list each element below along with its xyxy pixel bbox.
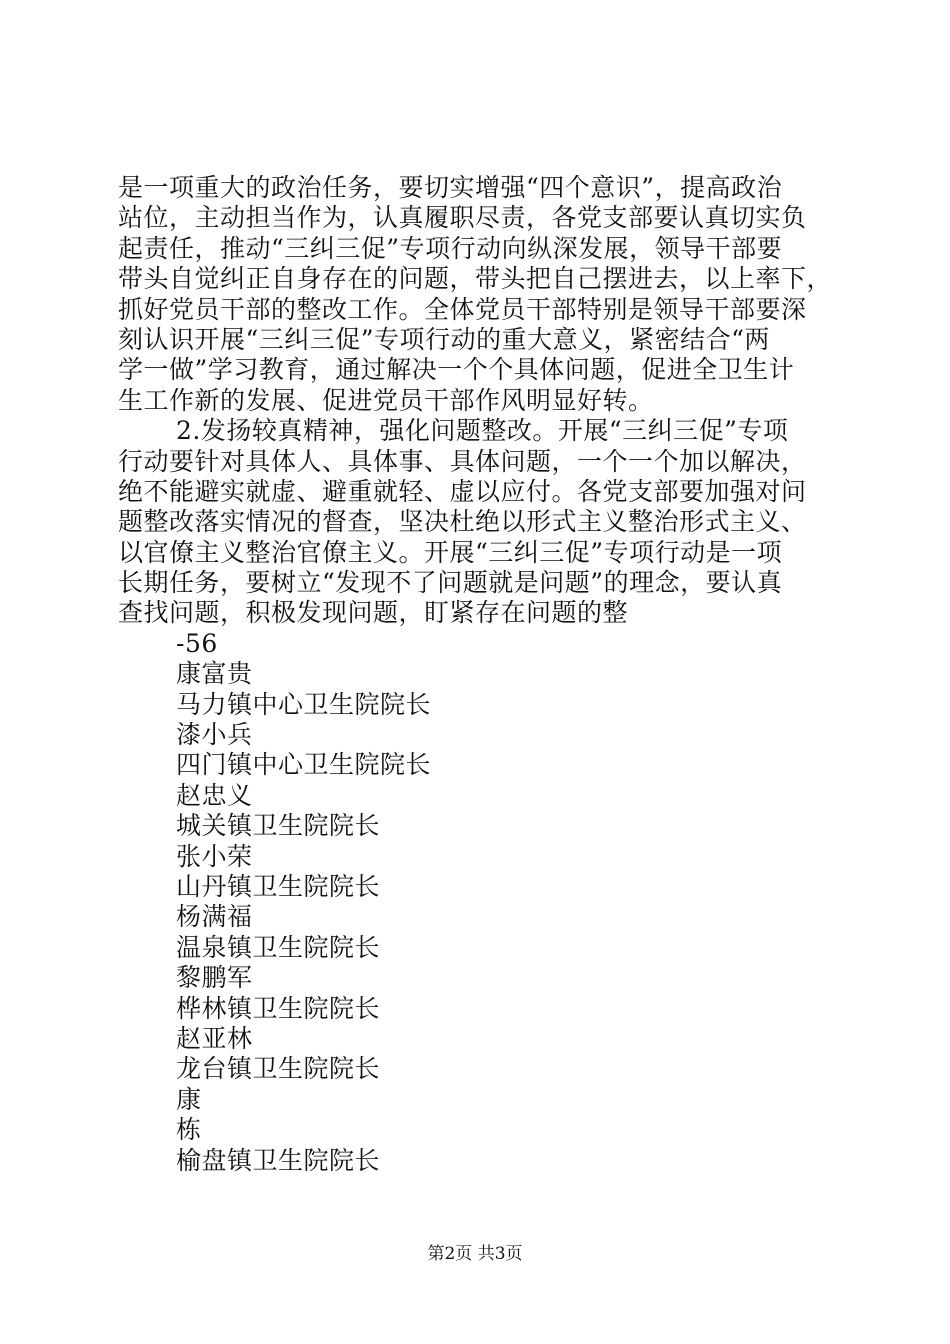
list-item-title: 山丹镇卫生院院长 <box>176 871 381 901</box>
paragraph-line: 2.发扬较真精神，强化问题整改。开展“三纠三促”专项 <box>176 416 789 446</box>
paragraph-line: 刻认识开展“三纠三促”专项行动的重大意义，紧密结合“两 <box>118 324 770 354</box>
paragraph-line: 生工作新的发展、促进党员干部作风明显好转。 <box>118 385 654 415</box>
list-item-title: 城关镇卫生院院长 <box>176 811 381 841</box>
list-item-name: 康富贵 <box>176 659 253 689</box>
list-item-title: 龙台镇卫生院院长 <box>176 1054 381 1084</box>
list-item-name: 杨满福 <box>176 902 253 932</box>
paragraph-line: 站位，主动担当作为，认真履职尽责，各党支部要认真切实负 <box>118 203 807 233</box>
paragraph-line: 带头自觉纠正自身存在的问题，带头把自己摆进去，以上率下， <box>118 264 833 294</box>
list-item: -56 <box>176 628 218 658</box>
paragraph-line: 查找问题，积极发现问题，盯紧存在问题的整 <box>118 598 629 628</box>
document-body <box>118 173 838 1176</box>
paragraph-line: 绝不能避实就虚、避重就轻、虚以应付。各党支部要加强对问 <box>118 476 807 506</box>
list-item-name: 康 <box>176 1084 202 1114</box>
list-item-title: 四门镇中心卫生院院长 <box>176 750 432 780</box>
paragraph-line: 起责任，推动“三纠三促”专项行动向纵深发展，领导干部要 <box>118 233 783 263</box>
list-item-title: 马力镇中心卫生院院长 <box>176 689 432 719</box>
paragraph-line: 学一做”学习教育，通过解决一个个具体问题，促进全卫生计 <box>118 355 795 385</box>
list-item-title: 温泉镇卫生院院长 <box>176 932 381 962</box>
list-item-name: 赵亚林 <box>176 1023 253 1053</box>
page-number-label: 第2页 共3页 <box>427 1244 523 1264</box>
list-item-name: 栋 <box>176 1115 202 1145</box>
paragraph-line: 以官僚主义整治官僚主义。开展“三纠三促”专项行动是一项 <box>118 537 783 567</box>
paragraph-line: 题整改落实情况的督查，坚决杜绝以形式主义整治形式主义、 <box>118 507 807 537</box>
paragraph-line: 抓好党员干部的整改工作。全体党员干部特别是领导干部要深 <box>118 294 807 324</box>
list-item-title: 桦林镇卫生院院长 <box>176 993 381 1023</box>
list-item-name: 黎鹏军 <box>176 963 253 993</box>
paragraph-line: 长期任务，要树立“发现不了问题就是问题”的理念，要认真 <box>118 568 783 598</box>
list-item-name: 赵忠义 <box>176 780 253 810</box>
paragraph-line: 是一项重大的政治任务，要切实增强“四个意识”，提高政治 <box>118 173 783 202</box>
page-footer <box>0 1243 950 1265</box>
list-item-title: 榆盘镇卫生院院长 <box>176 1145 381 1175</box>
paragraph-line: 行动要针对具体人、具体事、具体问题，一个一个加以解决， <box>118 446 807 476</box>
list-item-name: 张小荣 <box>176 841 253 871</box>
list-item-name: 漆小兵 <box>176 720 253 750</box>
